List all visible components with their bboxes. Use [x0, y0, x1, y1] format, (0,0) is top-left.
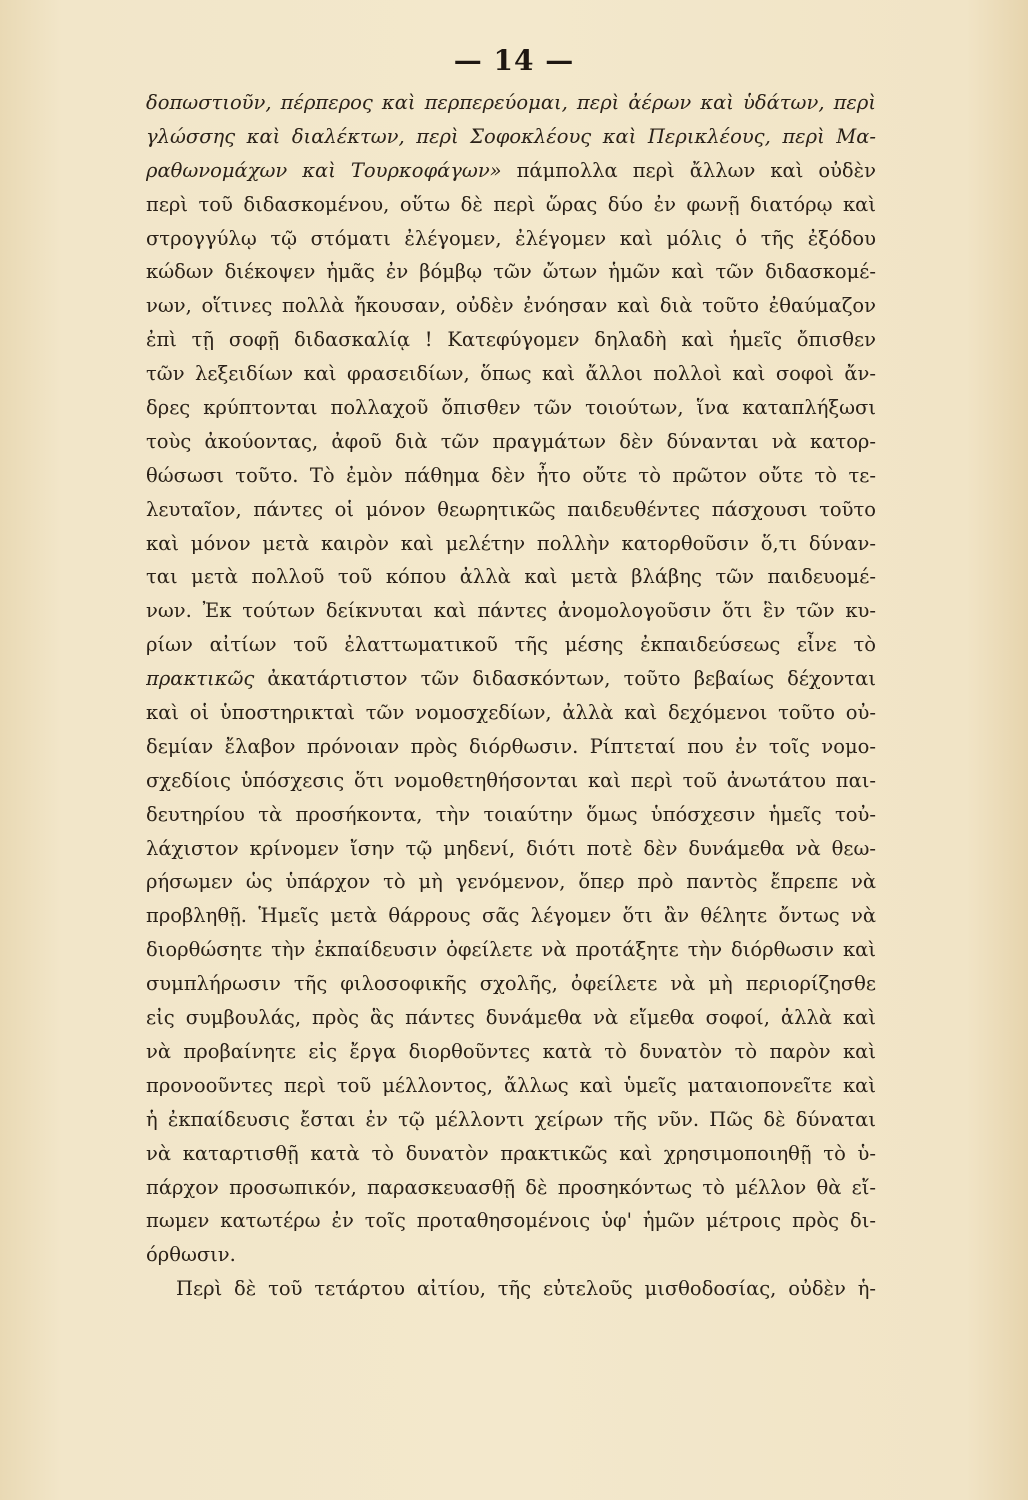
text-line [146, 1272, 876, 1306]
text-span: κώδων διέκοψεν ἡμᾶς ἐν βόμβῳ τῶν ὤτων ἡμῶν καὶ τῶν διδασκομέ- [146, 260, 876, 284]
text-span: ρήσωμεν ὡς ὑπάρχον τὸ μὴ γενόμενον, ὅπερ πρὸ παντὸς ἔπρεπε νὰ [146, 870, 876, 894]
text-line [146, 1204, 876, 1238]
text-span: νὰ καταρτισθῇ κατὰ τὸ δυνατὸν πρακτικῶς καὶ χρησιμοποιηθῇ τὸ ὑ- [146, 1141, 876, 1165]
italic-text-span: ραθωνομάχων καὶ Τουρκοφάγων» [146, 158, 502, 182]
text-span: τῶν λεξειδίων καὶ φρασειδίων, ὅπως καὶ ἄλλοι πολλοὶ καὶ σοφοὶ ἄν- [146, 362, 876, 386]
text-line [146, 764, 876, 798]
text-line [146, 1035, 876, 1069]
text-span: προνοοῦντες περὶ τοῦ μέλλοντος, ἄλλως καὶ ὑμεῖς ματαιοπονεῖτε καὶ [146, 1073, 876, 1097]
text-span: δρες κρύπτονται πολλαχοῦ ὄπισθεν τῶν τοιούτων, ἵνα καταπλήξωσι [146, 396, 876, 420]
text-line [146, 865, 876, 899]
text-span: δευτηρίου τὰ προσήκοντα, τὴν τοιαύτην ὅμως ὑπόσχεσιν ἡμεῖς τοὐ- [146, 802, 876, 826]
page-number: — 14 — [453, 44, 575, 77]
text-span: Περὶ δὲ τοῦ τετάρτου αἰτίου, τῆς εὐτελοῦς μισθοδοσίας, οὐδὲν ἡ- [176, 1277, 876, 1301]
text-span: ἡ ἐκπαίδευσις ἔσται ἐν τῷ μέλλοντι χείρων τῆς νῦν. Πῶς δὲ δύναται [146, 1107, 876, 1131]
text-span: θώσωσι τοῦτο. Τὸ ἐμὸν πάθημα δὲν ἦτο οὔτε τὸ πρῶτον οὔτε τὸ τε- [146, 463, 876, 487]
text-span: δεμίαν ἔλαβον πρόνοιαν πρὸς διόρθωσιν. Ρίπτεταί που ἐν τοῖς νομο- [146, 734, 876, 758]
text-line [146, 798, 876, 832]
text-span: λευταῖον, πάντες οἱ μόνον θεωρητικῶς παιδευθέντες πάσχουσι τοῦτο [146, 497, 876, 521]
text-line [146, 120, 876, 154]
text-line [146, 222, 876, 256]
text-span: σχεδίοις ὑπόσχεσις ὅτι νομοθετηθήσονται καὶ περὶ τοῦ ἀνωτάτου παι- [146, 768, 876, 792]
text-span: ται μετὰ πολλοῦ τοῦ κόπου ἀλλὰ καὶ μετὰ βλάβης τῶν παιδευομέ- [146, 565, 876, 589]
text-line [146, 527, 876, 561]
text-line [146, 1103, 876, 1137]
text-line [146, 323, 876, 357]
text-span: πάμπολλα περὶ ἄλλων καὶ οὐδὲν [501, 158, 876, 182]
body-text [146, 86, 876, 1306]
text-line [146, 832, 876, 866]
text-span: ἀκατάρτιστον τῶν διδασκόντων, τοῦτο βεβαίως δέχονται [254, 667, 876, 691]
text-line [146, 1137, 876, 1171]
text-span: πωμεν κατωτέρω ἐν τοῖς προταθησομένοις ὑφ' ἡμῶν μέτροις πρὸς δι- [146, 1209, 876, 1233]
italic-text-span: δοπωστιοῦν, πέρπερος καὶ περπερεύομαι, περὶ ἀέρων καὶ ὑδάτων, περὶ [146, 91, 876, 114]
text-span: στρογγύλῳ τῷ στόματι ἐλέγομεν, ἐλέγομεν καὶ μόλις ὁ τῆς ἐξόδου [146, 226, 876, 250]
text-line [146, 967, 876, 1001]
text-line [146, 459, 876, 493]
text-line [146, 255, 876, 289]
text-span: τοὺς ἀκούοντας, ἀφοῦ διὰ τῶν πραγμάτων δὲν δύνανται νὰ κατορ- [146, 429, 876, 453]
text-span: συμπλήρωσιν τῆς φιλοσοφικῆς σχολῆς, ὀφείλετε νὰ μὴ περιορίζησθε [146, 972, 876, 996]
text-span: εἰς συμβουλάς, πρὸς ἃς πάντες δυνάμεθα νὰ εἴμεθα σοφοί, ἀλλὰ καὶ [146, 1006, 876, 1030]
text-line [146, 730, 876, 764]
text-span: όρθωσιν. [146, 1243, 236, 1267]
text-span: περὶ τοῦ διδασκομένου, οὕτω δὲ περὶ ὥρας δύο ἐν φωνῇ διατόρῳ καὶ [146, 192, 876, 216]
italic-text-span: πρακτικῶς [146, 667, 255, 691]
text-span: καὶ μόνον μετὰ καιρὸν καὶ μελέτην πολλὴν κατορθοῦσιν ὅ,τι δύναν- [146, 531, 876, 555]
text-line [146, 1001, 876, 1035]
text-line [146, 1069, 876, 1103]
text-line [146, 289, 876, 323]
text-line [146, 425, 876, 459]
text-line [146, 188, 876, 222]
text-span: πάρχον προσωπικόν, παρασκευασθῇ δὲ προσηκόντως τὸ μέλλον θὰ εἴ- [146, 1175, 876, 1199]
text-span: νὰ προβαίνητε εἰς ἔργα διορθοῦντες κατὰ τὸ δυνατὸν τὸ παρὸν καὶ [146, 1039, 876, 1063]
text-line [146, 154, 876, 188]
text-line [146, 899, 876, 933]
text-span: ρίων αἰτίων τοῦ ἐλαττωματικοῦ τῆς μέσης ἐκπαιδεύσεως εἶνε τὸ [146, 633, 876, 657]
text-span: διορθώσητε τὴν ἐκπαίδευσιν ὀφείλετε νὰ προτάξητε τὴν διόρθωσιν καὶ [146, 938, 876, 962]
text-span: νων, οἵτινες πολλὰ ἤκουσαν, οὐδὲν ἐνόησαν καὶ διὰ τοῦτο ἐθαύμαζον [146, 294, 876, 318]
text-line [146, 594, 876, 628]
italic-text-span: γλώσσης καὶ διαλέκτων, περὶ Σοφοκλέους καὶ Περικλέους, περὶ Μα- [146, 124, 876, 148]
text-line [146, 662, 876, 696]
text-line [146, 696, 876, 730]
text-line [146, 357, 876, 391]
text-span: λάχιστον κρίνομεν ἴσην τῷ μηδενί, διότι ποτὲ δὲν δυνάμεθα νὰ θεω- [146, 836, 876, 860]
text-span: ἐπὶ τῇ σοφῇ διδασκαλίᾳ ! Κατεφύγομεν δηλαδὴ καὶ ἡμεῖς ὄπισθεν [146, 328, 876, 352]
text-line [146, 391, 876, 425]
text-line [146, 628, 876, 662]
text-line [146, 1171, 876, 1205]
text-line [146, 86, 876, 120]
text-line [146, 493, 876, 527]
text-line [146, 933, 876, 967]
text-span: προβληθῇ. Ἡμεῖς μετὰ θάρρους σᾶς λέγομεν ὅτι ἂν θέλητε ὄντως νὰ [146, 904, 876, 928]
text-line [146, 560, 876, 594]
text-line [146, 1238, 876, 1272]
text-span: καὶ οἱ ὑποστηρικταὶ τῶν νομοσχεδίων, ἀλλὰ καὶ δεχόμενοι τοῦτο οὐ- [146, 701, 876, 725]
text-span: νων. Ἐκ τούτων δείκνυται καὶ πάντες ἀνομολογοῦσιν ὅτι ἓν τῶν κυ- [146, 599, 876, 623]
